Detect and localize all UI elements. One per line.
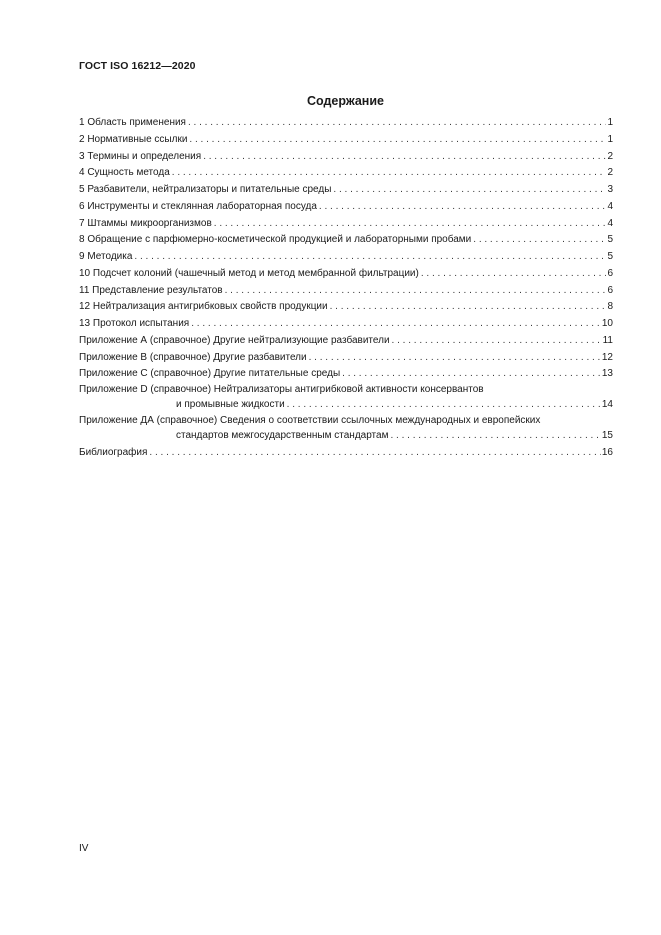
toc-entry-page: 6	[607, 267, 613, 279]
toc-entry-label: 11 Представление результатов	[79, 284, 223, 296]
leader-dots	[189, 132, 606, 149]
leader-dots	[333, 182, 606, 199]
toc-entry[interactable]	[79, 266, 613, 283]
toc-entry-label: 5 Разбавители, нейтрализаторы и питательные среды	[79, 184, 332, 195]
leader-dots	[392, 333, 602, 350]
toc-entry[interactable]	[79, 232, 613, 249]
toc-entry-page: 1	[607, 117, 613, 128]
toc-entry-page: 10	[601, 318, 613, 329]
toc-entry[interactable]	[79, 182, 613, 199]
toc-entry-label: 6 Инструменты и стеклянная лабораторная посуда	[79, 200, 317, 212]
toc-entry-label: 8 Обращение с парфюмерно-косметической продукцией и лабораторными пробами	[79, 234, 472, 246]
toc-entry-label: 4 Сущность метода	[79, 167, 170, 179]
leader-dots	[203, 149, 606, 166]
toc-entry-page: 3	[607, 184, 613, 195]
toc-entry[interactable]	[79, 132, 613, 149]
table-of-contents	[79, 115, 613, 461]
toc-entry-page: 15	[601, 429, 613, 441]
toc-entry-multiline[interactable]	[79, 414, 613, 445]
toc-entry-page: 4	[607, 217, 613, 229]
toc-entry-multiline[interactable]	[79, 383, 613, 414]
toc-entry-page: 4	[607, 200, 613, 212]
leader-dots	[309, 350, 601, 367]
toc-entry-bibliography[interactable]	[79, 445, 613, 462]
leader-dots	[319, 199, 607, 216]
toc-entry-label: Приложение А (справочное) Другие нейтрализующие разбавители	[79, 334, 390, 346]
toc-entry[interactable]	[79, 283, 613, 300]
toc-entry-label: 7 Штаммы микроорганизмов	[79, 217, 212, 229]
toc-entry-page: 5	[607, 251, 613, 262]
toc-entry-label: 1 Область применения	[79, 117, 186, 128]
toc-entry[interactable]	[79, 366, 613, 383]
page-number: IV	[79, 843, 89, 854]
toc-entry-label: Приложение В (справочное) Другие разбавители	[79, 351, 307, 363]
toc-entry[interactable]	[79, 165, 613, 182]
toc-entry[interactable]	[79, 350, 613, 367]
toc-entry[interactable]	[79, 216, 613, 233]
toc-entry-page: 14	[601, 399, 613, 410]
toc-entry-label-line1: Приложение D (справочное) Нейтрализаторы антигрибковой активности консервантов	[79, 384, 484, 395]
leader-dots	[225, 283, 607, 300]
leader-dots	[172, 165, 607, 182]
toc-entry[interactable]	[79, 316, 613, 333]
toc-entry-page: 1	[607, 133, 613, 145]
toc-entry-label: 10 Подсчет колоний (чашечный метод и метод мембранной фильтрации)	[79, 267, 419, 279]
leader-dots	[149, 445, 600, 462]
toc-entry-continuation	[79, 397, 613, 414]
leader-dots	[134, 249, 606, 266]
toc-entry-label: 13 Протокол испытания	[79, 318, 190, 329]
toc-entry-label-line2: стандартов межгосударственным стандартам	[176, 429, 389, 441]
toc-entry[interactable]	[79, 333, 613, 350]
toc-title: Содержание	[306, 94, 384, 108]
toc-entry-label-line1: Приложение ДА (справочное) Сведения о соответствии ссылочных международных и европейских	[79, 414, 541, 426]
leader-dots	[390, 428, 600, 445]
toc-entry[interactable]	[79, 149, 613, 166]
leader-dots	[421, 266, 607, 283]
toc-entry-label: Приложение С (справочное) Другие питательные среды	[79, 368, 341, 380]
toc-title-wrap	[0, 92, 661, 110]
toc-entry[interactable]	[79, 249, 613, 266]
toc-entry-page: 2	[607, 167, 613, 179]
leader-dots	[342, 366, 601, 383]
toc-entry-page: 8	[607, 301, 613, 313]
toc-entry-page: 11	[602, 334, 613, 346]
leader-dots	[188, 115, 606, 132]
toc-entry-page: 6	[607, 284, 613, 296]
toc-entry-label: 2 Нормативные ссылки	[79, 133, 188, 145]
toc-entry[interactable]	[79, 115, 613, 132]
toc-entry[interactable]	[79, 299, 613, 316]
toc-entry-page: 12	[601, 351, 613, 363]
toc-entry-page: 16	[601, 446, 613, 458]
toc-entry-label: Библиография	[79, 446, 148, 458]
leader-dots	[214, 216, 607, 233]
toc-entry-continuation	[79, 428, 613, 445]
toc-entry-page: 5	[607, 234, 613, 246]
toc-entry-page: 2	[607, 150, 613, 162]
document-header: ГОСТ ISO 16212—2020	[79, 60, 196, 72]
toc-entry-label: 12 Нейтрализация антигрибковых свойств продукции	[79, 301, 328, 313]
leader-dots	[287, 397, 601, 414]
leader-dots	[191, 316, 601, 333]
toc-entry[interactable]	[79, 199, 613, 216]
leader-dots	[330, 299, 607, 316]
leader-dots	[473, 232, 606, 249]
toc-entry-label: 9 Методика	[79, 251, 133, 262]
toc-entry-page: 13	[601, 368, 613, 380]
toc-entry-label-line2: и промывные жидкости	[176, 399, 285, 410]
toc-entry-label: 3 Термины и определения	[79, 150, 202, 162]
